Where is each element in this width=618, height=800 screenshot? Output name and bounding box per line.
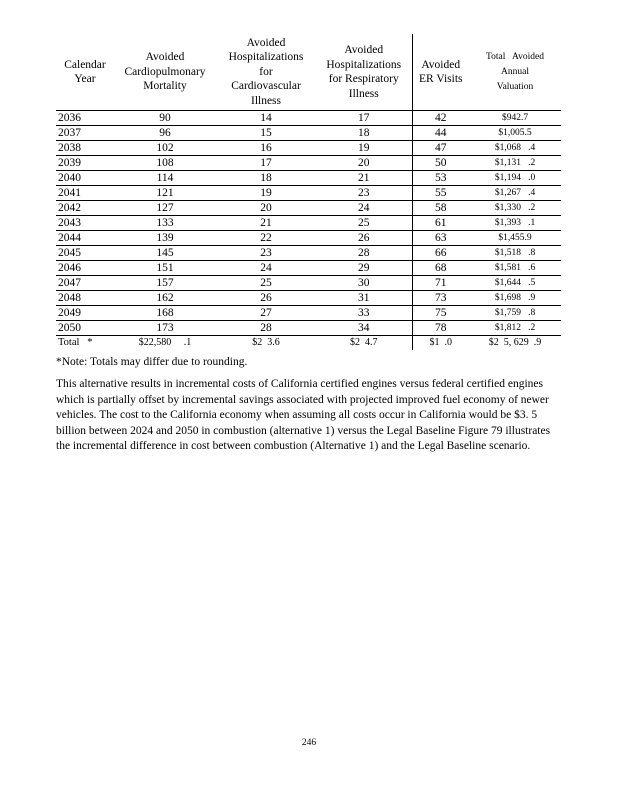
header-er-visits: Avoided ER Visits — [412, 34, 469, 111]
cell-mortality: 102 — [114, 141, 216, 156]
cell-er-visits: 47 — [412, 141, 469, 156]
cell-year: 2039 — [56, 156, 114, 171]
total-valuation: $2 5, 629 .9 — [488, 337, 542, 348]
table-row — [56, 276, 561, 291]
table-row — [56, 126, 561, 141]
table-row — [56, 246, 561, 261]
cell-respiratory: 31 — [316, 291, 412, 306]
total-mortality: $22,580 .1 — [138, 337, 192, 348]
cell-cardio: 28 — [216, 321, 316, 336]
rounding-note: *Note: Totals may differ due to rounding. — [56, 356, 248, 368]
cell-valuation: $1,393 .1 — [469, 216, 561, 231]
cell-mortality: 173 — [114, 321, 216, 336]
cell-respiratory: 23 — [316, 186, 412, 201]
cell-respiratory: 20 — [316, 156, 412, 171]
total-er-visits: $1 .0 — [412, 336, 469, 351]
cell-respiratory: 18 — [316, 126, 412, 141]
table-total-row — [56, 336, 561, 351]
cell-er-visits: 42 — [412, 111, 469, 126]
table-row — [56, 216, 561, 231]
cell-cardio: 25 — [216, 276, 316, 291]
cell-mortality: 133 — [114, 216, 216, 231]
body-paragraph: This alternative results in incremental costs of California certified engines versus federal certified engines which is partially offset by incremental savings associated with projected improved fuel economy of newer vehicles. The cost to the California economy when assuming all costs occur in California would be $3. 5 billion between 2024 and 2050 in combustion (alternative 1) versus the Legal Baseline Figure 79 illustrates the incremental difference in cost between combustion (Alternative 1) and the Legal Baseline scenario. — [56, 378, 551, 452]
cell-er-visits: 75 — [412, 306, 469, 321]
cell-er-visits: 50 — [412, 156, 469, 171]
cell-mortality: 151 — [114, 261, 216, 276]
cell-cardio: 23 — [216, 246, 316, 261]
cell-cardio: 16 — [216, 141, 316, 156]
cell-er-visits: 68 — [412, 261, 469, 276]
cell-year: 2047 — [56, 276, 114, 291]
cell-mortality: 162 — [114, 291, 216, 306]
cell-valuation: $942.7 — [469, 111, 561, 126]
cell-respiratory: 17 — [316, 111, 412, 126]
header-cardiovascular-hospitalizations: Avoided Hospitalizations for Cardiovascular Illness — [228, 36, 304, 107]
cell-mortality: 157 — [114, 276, 216, 291]
cell-cardio: 15 — [216, 126, 316, 141]
cell-cardio: 26 — [216, 291, 316, 306]
cell-year: 2045 — [56, 246, 114, 261]
cell-year: 2044 — [56, 231, 114, 246]
cell-er-visits: 66 — [412, 246, 469, 261]
table-header-row — [56, 34, 561, 111]
cell-er-visits: 44 — [412, 126, 469, 141]
cell-er-visits: 61 — [412, 216, 469, 231]
cell-er-visits: 55 — [412, 186, 469, 201]
total-cardio: $2 3.6 — [252, 337, 280, 348]
cell-er-visits: 73 — [412, 291, 469, 306]
table-row — [56, 141, 561, 156]
cell-valuation: $1,194 .0 — [469, 171, 561, 186]
total-respiratory: $2 4.7 — [350, 337, 378, 348]
table-row — [56, 321, 561, 336]
cell-valuation: $1,330 .2 — [469, 201, 561, 216]
cell-respiratory: 33 — [316, 306, 412, 321]
cell-er-visits: 78 — [412, 321, 469, 336]
cell-year: 2042 — [56, 201, 114, 216]
table-row — [56, 261, 561, 276]
cell-valuation: $1,455.9 — [469, 231, 561, 246]
cell-cardio: 27 — [216, 306, 316, 321]
cell-valuation: $1,698 .9 — [469, 291, 561, 306]
cell-valuation: $1,581 .6 — [469, 261, 561, 276]
cell-respiratory: 21 — [316, 171, 412, 186]
cell-er-visits: 53 — [412, 171, 469, 186]
cell-cardio: 22 — [216, 231, 316, 246]
cell-respiratory: 34 — [316, 321, 412, 336]
cell-cardio: 19 — [216, 186, 316, 201]
table-row — [56, 231, 561, 246]
table-row — [56, 306, 561, 321]
cell-cardio: 17 — [216, 156, 316, 171]
cell-respiratory: 30 — [316, 276, 412, 291]
cell-cardio: 20 — [216, 201, 316, 216]
cell-mortality: 168 — [114, 306, 216, 321]
table-row — [56, 201, 561, 216]
header-respiratory-hospitalizations: Avoided Hospitalizations for Respiratory Illness — [326, 44, 402, 100]
cell-respiratory: 19 — [316, 141, 412, 156]
cell-year: 2038 — [56, 141, 114, 156]
cell-year: 2041 — [56, 186, 114, 201]
cell-mortality: 108 — [114, 156, 216, 171]
cell-year: 2040 — [56, 171, 114, 186]
cell-er-visits: 58 — [412, 201, 469, 216]
cell-cardio: 18 — [216, 171, 316, 186]
cell-mortality: 121 — [114, 186, 216, 201]
cell-valuation: $1,644 .5 — [469, 276, 561, 291]
cell-mortality: 90 — [114, 111, 216, 126]
cell-respiratory: 29 — [316, 261, 412, 276]
cell-year: 2050 — [56, 321, 114, 336]
emissions-benefits-table — [56, 34, 561, 350]
cell-respiratory: 24 — [316, 201, 412, 216]
table-row — [56, 111, 561, 126]
cell-year: 2043 — [56, 216, 114, 231]
header-avoided-mortality: Avoided Cardiopulmonary Mortality — [124, 51, 206, 93]
table-row — [56, 156, 561, 171]
cell-mortality: 145 — [114, 246, 216, 261]
cell-cardio: 14 — [216, 111, 316, 126]
cell-er-visits: 63 — [412, 231, 469, 246]
cell-valuation: $1,005.5 — [469, 126, 561, 141]
cell-valuation: $1,812 .2 — [469, 321, 561, 336]
table-row — [56, 291, 561, 306]
header-calendar-year: Calendar Year — [64, 58, 106, 85]
header-total-valuation: Total Avoided Annual Valuation — [486, 51, 544, 92]
total-label: Total * — [58, 337, 93, 348]
cell-valuation: $1,068 .4 — [469, 141, 561, 156]
cell-year: 2036 — [56, 111, 114, 126]
cell-year: 2037 — [56, 126, 114, 141]
cell-cardio: 24 — [216, 261, 316, 276]
cell-year: 2049 — [56, 306, 114, 321]
cell-year: 2048 — [56, 291, 114, 306]
cell-mortality: 127 — [114, 201, 216, 216]
cell-cardio: 21 — [216, 216, 316, 231]
cell-mortality: 139 — [114, 231, 216, 246]
cell-respiratory: 26 — [316, 231, 412, 246]
cell-valuation: $1,267 .4 — [469, 186, 561, 201]
page-number: 246 — [301, 738, 317, 748]
table-row — [56, 186, 561, 201]
cell-valuation: $1,131 .2 — [469, 156, 561, 171]
cell-valuation: $1,759 .8 — [469, 306, 561, 321]
cell-respiratory: 28 — [316, 246, 412, 261]
cell-er-visits: 71 — [412, 276, 469, 291]
cell-mortality: 114 — [114, 171, 216, 186]
table-row — [56, 171, 561, 186]
cell-respiratory: 25 — [316, 216, 412, 231]
cell-mortality: 96 — [114, 126, 216, 141]
cell-valuation: $1,518 .8 — [469, 246, 561, 261]
cell-year: 2046 — [56, 261, 114, 276]
